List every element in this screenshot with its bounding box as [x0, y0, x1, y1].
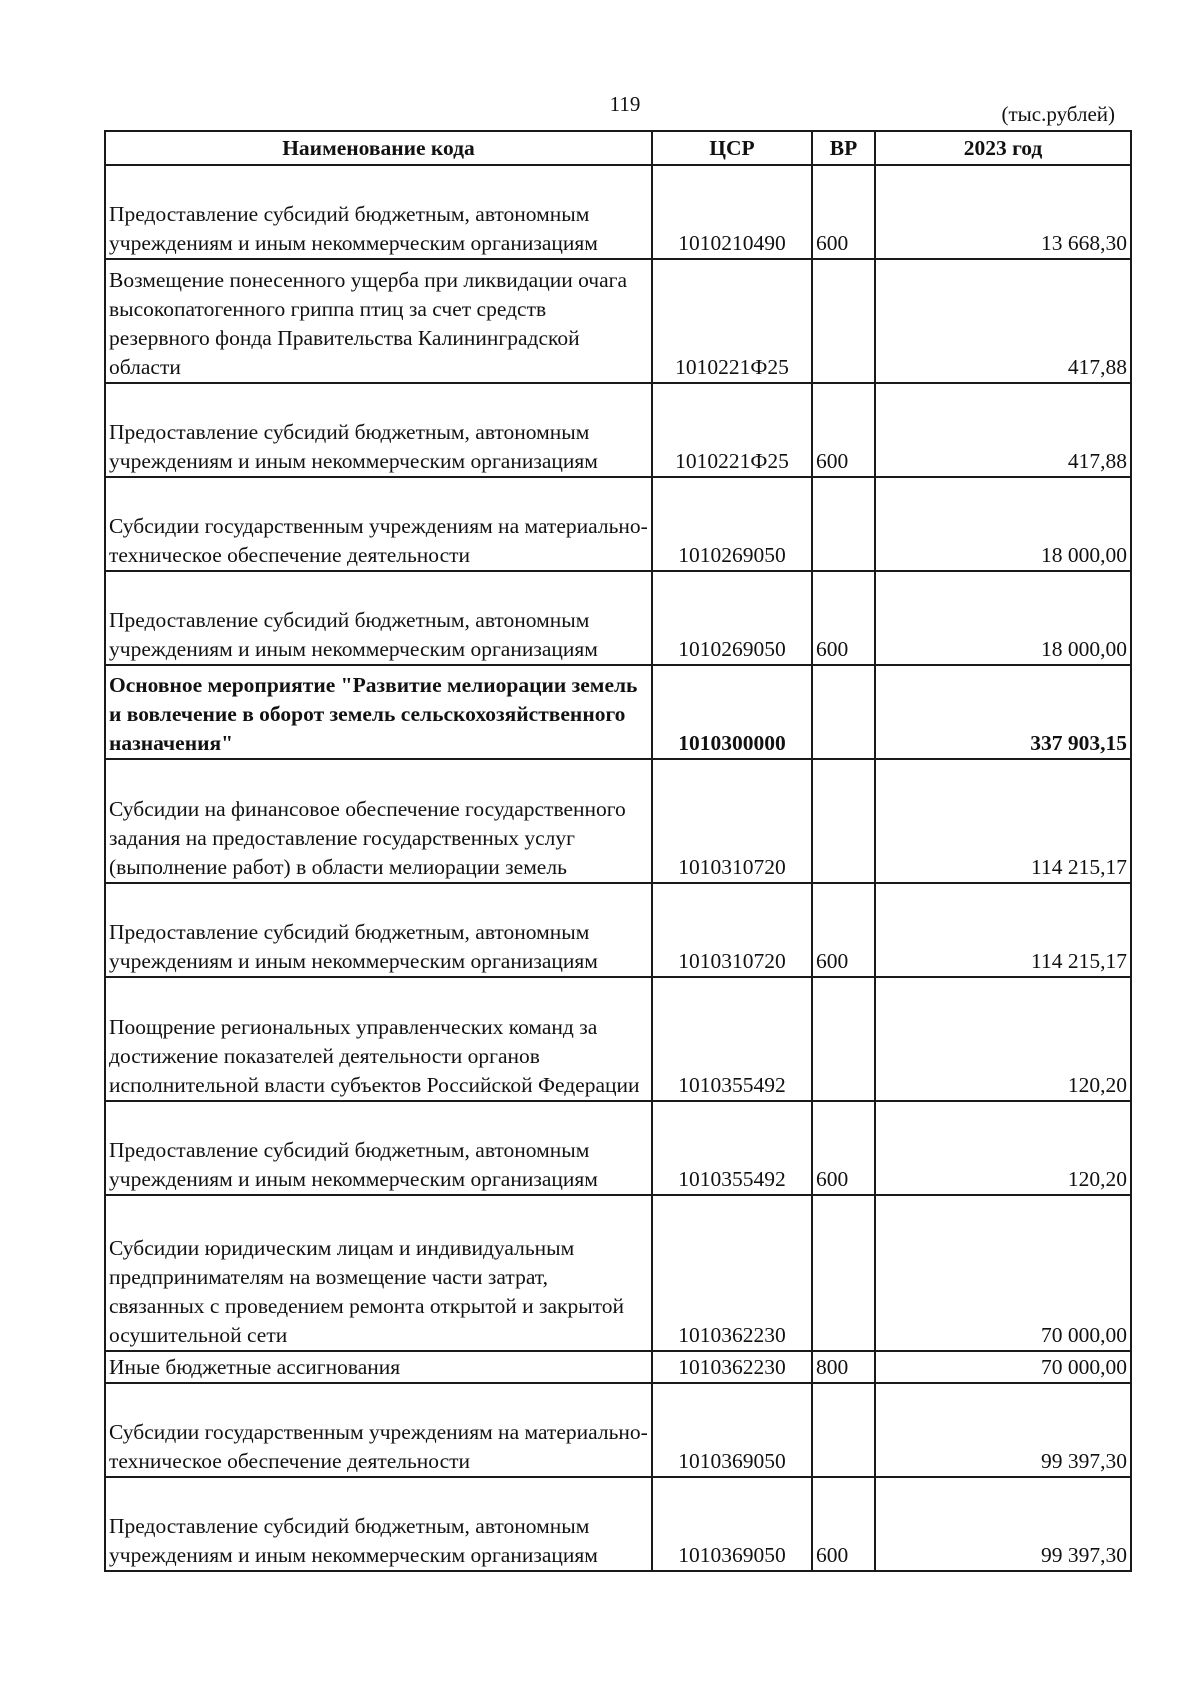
row-amount: 120,20: [875, 1101, 1131, 1195]
row-csr: 1010269050: [652, 477, 812, 571]
table-row: [105, 571, 1131, 665]
row-amount: 99 397,30: [875, 1383, 1131, 1477]
table-row: [105, 1351, 1131, 1383]
row-name: Предоставление субсидий бюджетным, автономным учреждениям и иным некоммерческим организациям: [105, 1101, 652, 1195]
row-csr: 1010310720: [652, 883, 812, 977]
row-vr: 600: [812, 165, 875, 259]
row-amount: 70 000,00: [875, 1351, 1131, 1383]
header-name: Наименование кода: [105, 131, 652, 165]
row-csr: 1010355492: [652, 977, 812, 1101]
row-vr: [812, 977, 875, 1101]
row-csr: 1010269050: [652, 571, 812, 665]
row-name: Предоставление субсидий бюджетным, автономным учреждениям и иным некоммерческим организациям: [105, 383, 652, 477]
page-number: 119: [609, 92, 641, 116]
table-row: [105, 1101, 1131, 1195]
row-csr: 1010210490: [652, 165, 812, 259]
header-csr: ЦСР: [652, 131, 812, 165]
row-name: Основное мероприятие "Развитие мелиорации земель и вовлечение в оборот земель сельскохозяйственного назначения": [105, 665, 652, 759]
row-amount: 18 000,00: [875, 477, 1131, 571]
row-csr: 1010362230: [652, 1351, 812, 1383]
row-name: Субсидии на финансовое обеспечение государственного задания на предоставление государственных услуг (выполнение работ) в области мелиорации земель: [105, 759, 652, 883]
table-row: [105, 759, 1131, 883]
row-amount: 13 668,30: [875, 165, 1131, 259]
table-row: [105, 1383, 1131, 1477]
table-row: [105, 977, 1131, 1101]
row-name: Поощрение региональных управленческих команд за достижение показателей деятельности органов исполнительной власти субъектов Российской Федерации: [105, 977, 652, 1101]
row-name: Предоставление субсидий бюджетным, автономным учреждениям и иным некоммерческим организациям: [105, 883, 652, 977]
row-csr: 1010369050: [652, 1477, 812, 1571]
row-name: Иные бюджетные ассигнования: [105, 1351, 652, 1383]
table-row: [105, 165, 1131, 259]
row-amount: 417,88: [875, 259, 1131, 383]
row-vr: 800: [812, 1351, 875, 1383]
row-amount: 417,88: [875, 383, 1131, 477]
row-amount: 120,20: [875, 977, 1131, 1101]
row-csr: 1010355492: [652, 1101, 812, 1195]
table-row-bold: [105, 665, 1131, 759]
row-name: Предоставление субсидий бюджетным, автономным учреждениям и иным некоммерческим организациям: [105, 1477, 652, 1571]
row-vr: [812, 759, 875, 883]
row-vr: [812, 665, 875, 759]
row-csr: 1010221Ф25: [652, 259, 812, 383]
row-vr: [812, 477, 875, 571]
row-vr: 600: [812, 883, 875, 977]
row-name: Возмещение понесенного ущерба при ликвидации очага высокопатогенного гриппа птиц за счет средств резервного фонда Правительства Калининградской области: [105, 259, 652, 383]
table-row: [105, 383, 1131, 477]
budget-table: [104, 130, 1132, 1572]
row-amount: 18 000,00: [875, 571, 1131, 665]
row-vr: [812, 259, 875, 383]
row-vr: 600: [812, 1101, 875, 1195]
row-amount: 99 397,30: [875, 1477, 1131, 1571]
row-amount: 114 215,17: [875, 883, 1131, 977]
header-amount: 2023 год: [875, 131, 1131, 165]
row-csr: 1010310720: [652, 759, 812, 883]
row-amount: 337 903,15: [875, 665, 1131, 759]
row-name: Предоставление субсидий бюджетным, автономным учреждениям и иным некоммерческим организациям: [105, 165, 652, 259]
row-csr: 1010221Ф25: [652, 383, 812, 477]
row-name: Субсидии государственным учреждениям на материально-техническое обеспечение деятельности: [105, 477, 652, 571]
row-vr: 600: [812, 383, 875, 477]
row-vr: 600: [812, 571, 875, 665]
row-csr: 1010300000: [652, 665, 812, 759]
row-amount: 70 000,00: [875, 1195, 1131, 1351]
row-vr: [812, 1383, 875, 1477]
table-row: [105, 1195, 1131, 1351]
table-row: [105, 1477, 1131, 1571]
row-csr: 1010362230: [652, 1195, 812, 1351]
row-vr: 600: [812, 1477, 875, 1571]
table-row: [105, 259, 1131, 383]
table-row: [105, 883, 1131, 977]
table-row: [105, 477, 1131, 571]
table-header-row: [105, 131, 1131, 165]
header-vr: ВР: [812, 131, 875, 165]
row-amount: 114 215,17: [875, 759, 1131, 883]
row-name: Субсидии государственным учреждениям на материально-техническое обеспечение деятельности: [105, 1383, 652, 1477]
units-label: (тыс.рублей): [1001, 102, 1115, 126]
row-vr: [812, 1195, 875, 1351]
row-name: Субсидии юридическим лицам и индивидуальным предпринимателям на возмещение части затрат, связанных с проведением ремонта открытой и закрытой осушительной сети: [105, 1195, 652, 1351]
row-csr: 1010369050: [652, 1383, 812, 1477]
row-name: Предоставление субсидий бюджетным, автономным учреждениям и иным некоммерческим организациям: [105, 571, 652, 665]
